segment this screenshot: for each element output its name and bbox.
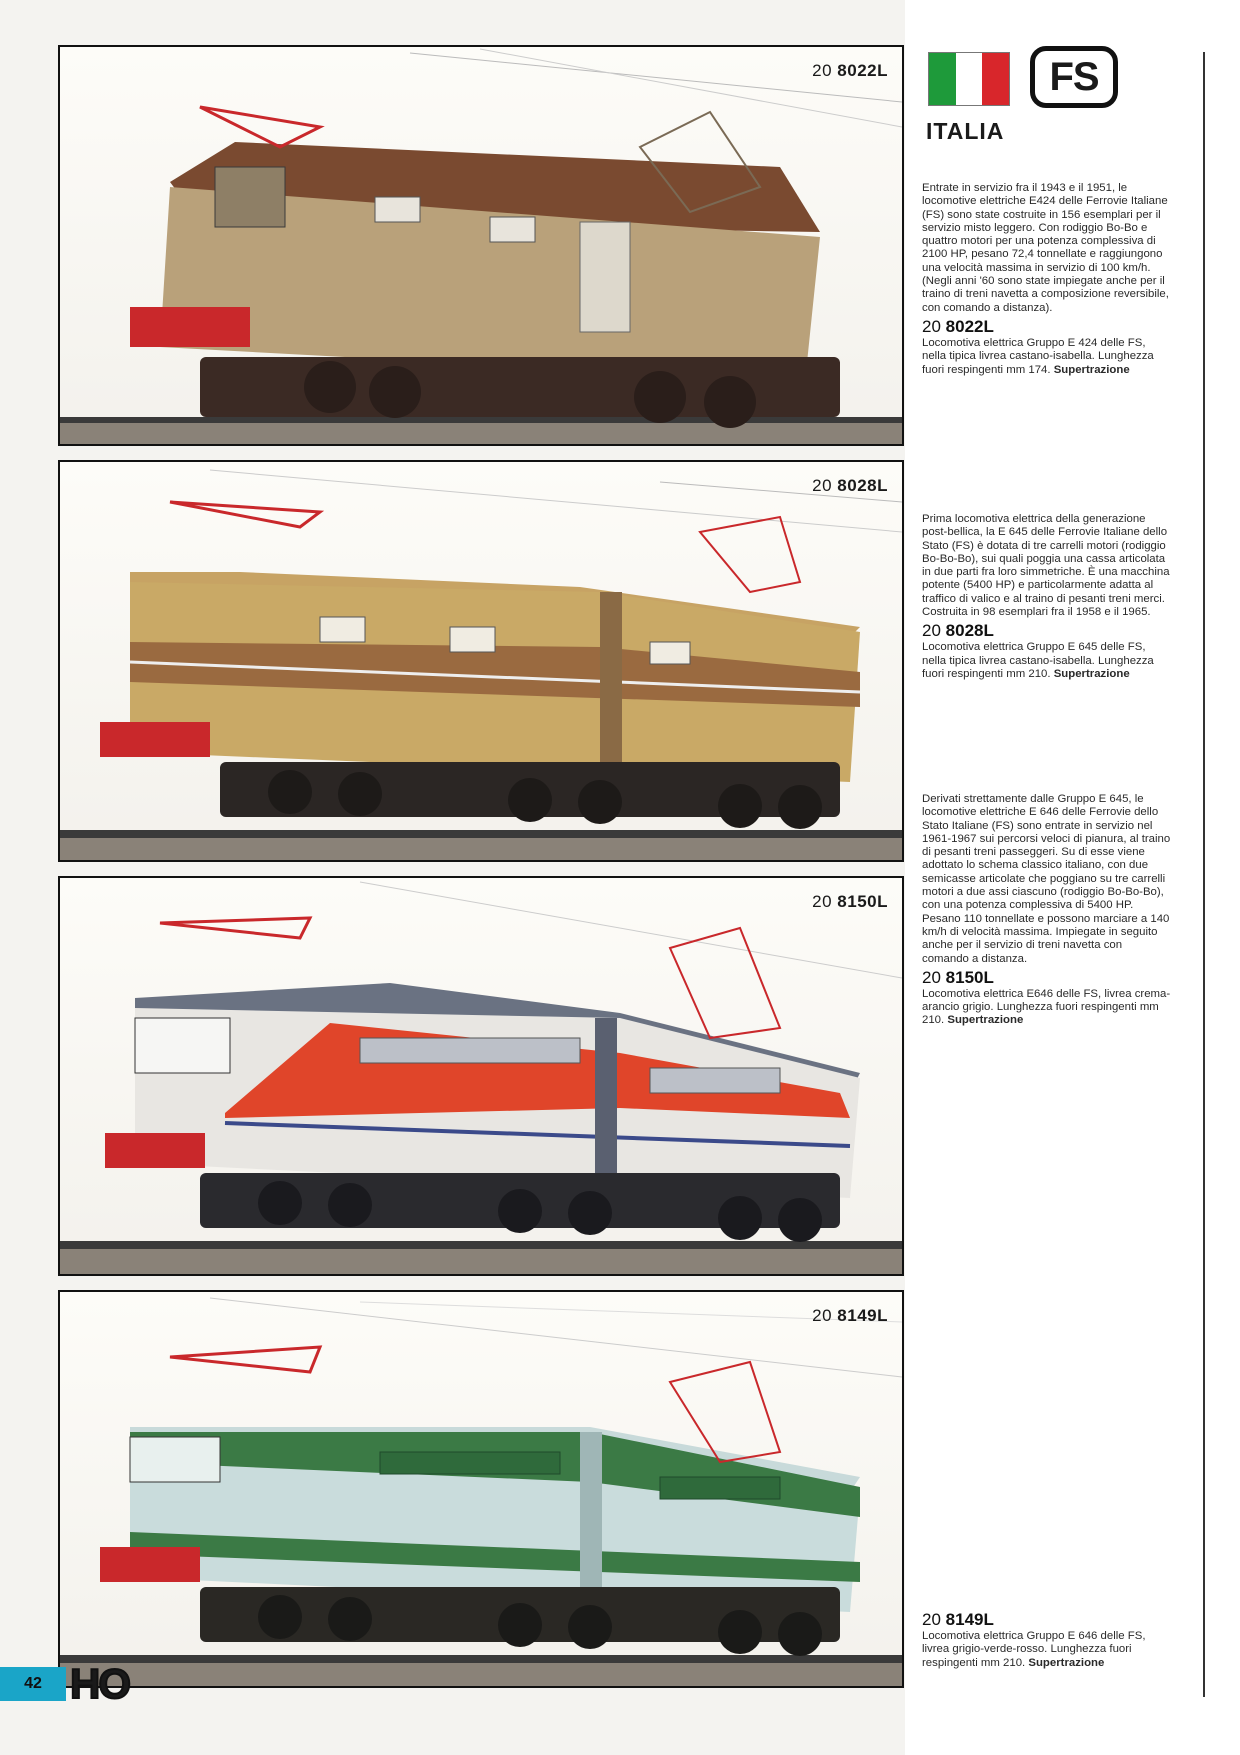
catalog-number-label: 20 8028L bbox=[812, 476, 888, 495]
product-summary: Locomotiva elettrica E646 delle FS, livrea crema-arancio grigio. Lunghezza fuori respingenti mm 210. Supertrazione bbox=[922, 987, 1171, 1027]
catalog-number-label: 20 8150L bbox=[812, 892, 888, 911]
locomotive-illustration bbox=[60, 47, 902, 444]
loco-buffer-beam bbox=[100, 722, 210, 757]
product-entry-8022l bbox=[922, 182, 1172, 377]
locomotive-photo-8028l bbox=[58, 460, 904, 862]
catalog-number-label: 20 8022L bbox=[812, 61, 888, 80]
product-entry-8149l bbox=[922, 1608, 1172, 1670]
locomotive-illustration bbox=[60, 1292, 902, 1686]
fs-logo: FS bbox=[1030, 46, 1118, 108]
column-divider bbox=[1203, 52, 1205, 1697]
product-code: 20 8022L bbox=[922, 316, 994, 336]
scale-logo: HO bbox=[70, 1660, 129, 1707]
product-entry-8028l bbox=[922, 513, 1172, 681]
country-heading: ITALIA bbox=[926, 118, 1005, 144]
product-summary: Locomotiva elettrica Gruppo E 646 delle FS, livrea grigio-verde-rosso. Lunghezza fuori respingenti mm 210. Supertrazione bbox=[922, 1630, 1146, 1669]
product-code: 20 8028L bbox=[922, 621, 994, 641]
product-summary: Locomotiva elettrica Gruppo E 424 delle FS, nella tipica livrea castano-isabella. Lunghezza fuori respingenti mm 174. Supertrazione bbox=[922, 336, 1154, 376]
loco-buffer-beam bbox=[100, 1547, 200, 1582]
loco-buffer-beam bbox=[105, 1133, 205, 1168]
italian-flag bbox=[928, 52, 1010, 106]
locomotive-illustration bbox=[60, 462, 902, 860]
page-number: 42 bbox=[0, 1667, 66, 1701]
product-description: Entrate in servizio fra il 1943 e il 1951, le locomotive elettriche E424 delle Ferrovie Italiane (FS) sono state costruite in 156 esemplari per il servizio misto leggero. Con rodiggio Bo-Bo e quattro motori per una potenza complessiva di 2100 HP, pesano 72,4 tonnellate e raggiungono una velocità massima in servizio di 100 km/h. (Negli anni '60 sono state impiegate anche per il traino di treni navetta a composizione reversibile, con comando a distanza). bbox=[922, 182, 1169, 314]
locomotive-photo-8149l bbox=[58, 1290, 904, 1688]
catalog-number-label: 20 8149L bbox=[812, 1306, 888, 1325]
loco-buffer-beam bbox=[130, 307, 250, 347]
locomotive-photo-8022l bbox=[58, 45, 904, 446]
product-entry-8150l bbox=[922, 793, 1172, 1028]
product-description: Derivati strettamente dalle Gruppo E 645, le locomotive elettriche E 646 delle Ferrovie dello Stato Italiane (FS) sono entrate in servizio nel 1961-1967 sui percorsi veloci di pianura, al traino di pesanti treni passeggeri. Su di esse viene adottato lo schema classico italiano, con due semicasse articolate che poggiano su tre carrelli motori a due assi ciascuno (rodiggio Bo-Bo-Bo), con una potenza complessiva di 5400 HP. Pesano 110 tonnellate e possono marciare a 140 km/h di velocità massima. Impiegate in seguito anche per il servizio di treni navetta con comando a distanza. bbox=[922, 793, 1171, 965]
product-summary: Locomotiva elettrica Gruppo E 645 delle FS, nella tipica livrea castano-isabella. Lunghezza fuori respingenti mm 210. Supertrazione bbox=[922, 641, 1154, 680]
product-code: 20 8150L bbox=[922, 967, 994, 987]
locomotive-photo-8150l bbox=[58, 876, 904, 1276]
product-code: 20 8149L bbox=[922, 1610, 994, 1629]
product-description: Prima locomotiva elettrica della generazione post-bellica, la E 645 delle Ferrovie Italiane dello Stato (FS) è dotata di tre carrelli motori (rodiggio Bo-Bo-Bo), sui quali poggia una cassa articolata in due parti fra loro simmetriche. È una macchina potente (5400 HP) e particolarmente adatta al traffico di valico e al traino di pesanti treni merci. Costruita in 98 esemplari fra il 1958 e il 1965. bbox=[922, 513, 1170, 619]
locomotive-illustration bbox=[60, 878, 902, 1274]
